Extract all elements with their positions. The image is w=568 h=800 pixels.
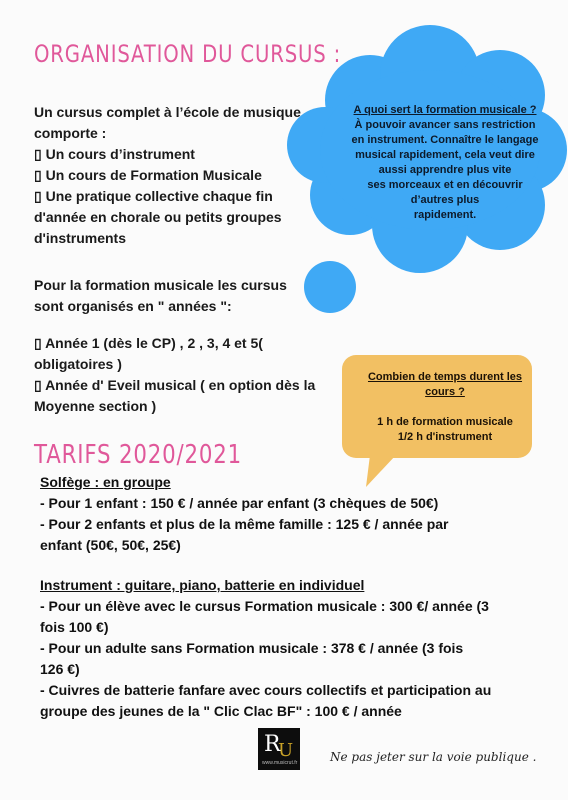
footer-notice: Ne pas jeter sur la voie publique . [330, 750, 537, 764]
intro-line: Un cursus complet à l’école de musique [34, 104, 301, 120]
logo-letter-r: R [264, 732, 281, 757]
solfege-section [40, 472, 540, 556]
intro-line: comporte : [34, 125, 107, 141]
instrument-line: - Pour un élève avec le cursus Formation musicale : 300 €/ année (3 [40, 598, 489, 614]
annee-item: obligatoires ) [34, 356, 122, 372]
cloud-answer-line: d’autres plus [410, 194, 480, 206]
cursus-item: d'instruments [34, 230, 127, 246]
cloud-text [320, 103, 568, 223]
cloud-answer-line: ses morceaux et en découvrir [367, 179, 523, 191]
annees-intro-line: sont organisés en " années ": [34, 298, 232, 314]
cursus-item: ▯ Une pratique collective chaque fin [34, 188, 273, 204]
thought-cloud-dot [304, 261, 356, 313]
annee-item: ▯ Année 1 (dès le CP) , 2 , 3, 4 et 5( [34, 335, 263, 351]
logo-url: www.musicrut.fr [262, 760, 298, 766]
cursus-item: d'année en chorale ou petits groupes [34, 209, 282, 225]
cloud-answer-line: rapidement. [413, 209, 477, 221]
cloud-answer-line: À pouvoir avancer sans restriction [354, 119, 536, 131]
school-logo [258, 728, 300, 770]
instrument-line: - Cuivres de batterie fanfare avec cours collectifs et participation au [40, 682, 492, 698]
bubble-question: Combien de temps durent les [367, 371, 523, 383]
bubble-text [345, 370, 545, 445]
logo-letter-u: U [278, 740, 294, 761]
solfege-line: - Pour 2 enfants et plus de la même famille : 125 € / année par [40, 516, 449, 532]
bubble-answer-line: 1/2 h d'instrument [397, 431, 493, 443]
instrument-line: fois 100 €) [40, 619, 109, 635]
instrument-heading: Instrument : guitare, piano, batterie en individuel [40, 577, 365, 593]
solfege-heading: Solfège : en groupe [40, 474, 171, 490]
instrument-line: 126 €) [40, 661, 80, 677]
cloud-answer-line: aussi apprendre plus vite [378, 164, 512, 176]
cursus-item: ▯ Un cours d’instrument [34, 146, 195, 162]
annee-item: Moyenne section ) [34, 398, 157, 414]
instrument-line: groupe des jeunes de la " Clic Clac BF" : 100 € / année [40, 703, 402, 719]
instrument-line: - Pour un adulte sans Formation musicale : 378 € / année (3 fois [40, 640, 464, 656]
instrument-section [40, 575, 540, 722]
solfege-line: enfant (50€, 50€, 25€) [40, 537, 181, 553]
title-tarifs: TARIFS 2020/2021 [34, 440, 243, 470]
cursus-item: ▯ Un cours de Formation Musicale [34, 167, 262, 183]
cloud-answer-line: en instrument. Connaître le langage [351, 134, 539, 146]
bubble-question: cours ? [425, 386, 465, 398]
annee-item: ▯ Année d' Eveil musical ( en option dès la [34, 377, 316, 393]
annees-intro-line: Pour la formation musicale les cursus [34, 277, 287, 293]
cloud-question: A quoi sert la formation musicale ? [353, 104, 537, 116]
cloud-answer-line: musical rapidement, cela veut dire [355, 149, 535, 161]
bubble-answer-line: 1 h de formation musicale [377, 416, 513, 428]
title-organisation: ORGANISATION DU CURSUS : [34, 40, 342, 68]
solfege-line: - Pour 1 enfant : 150 € / année par enfant (3 chèques de 50€) [40, 495, 439, 511]
